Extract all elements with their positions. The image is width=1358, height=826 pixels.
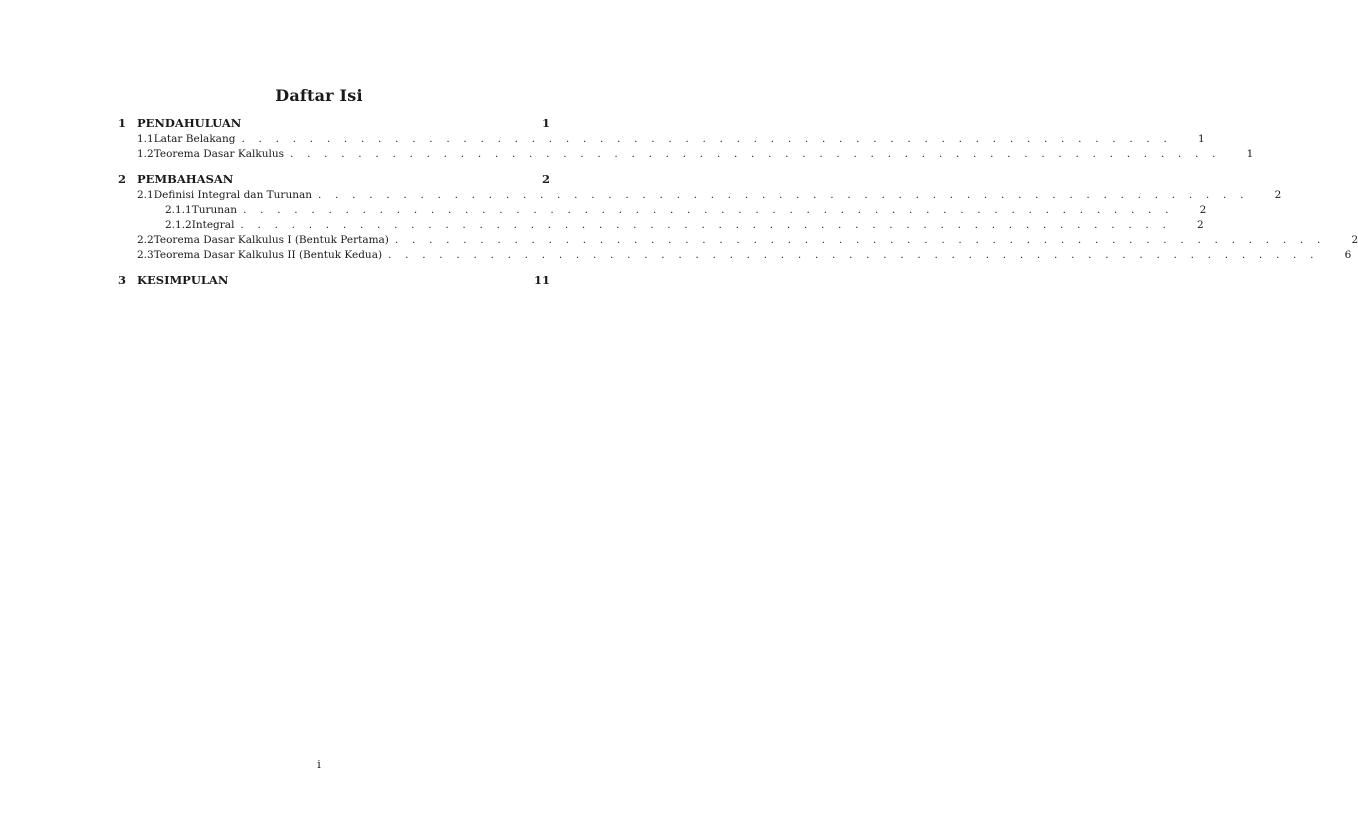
dot-leader: . . . . . . . . . . . . . . . . . . . . . . . . . . . . . . . . . . . . . . . . . . . . . . . . . . . . . . .	[240, 219, 1172, 231]
table-of-contents	[118, 116, 1358, 290]
entry-title: Turunan	[191, 204, 238, 216]
chapter-number: 2	[118, 172, 127, 186]
entry-number: 2.1.2	[165, 219, 192, 231]
entry-number: 1.1	[137, 133, 154, 145]
entry-title: Latar Belakang	[153, 133, 236, 145]
toc-chapter[interactable]	[118, 172, 550, 189]
toc-entry[interactable]	[118, 204, 1207, 219]
toc-chapter[interactable]	[118, 116, 550, 133]
chapter-page: 2	[541, 172, 550, 186]
toc-entry[interactable]	[118, 234, 1358, 249]
entry-number: 2.1.1	[165, 204, 192, 216]
dot-leader: . . . . . . . . . . . . . . . . . . . . . . . . . . . . . . . . . . . . . . . . . . . . . . . . . . . . . . .	[394, 234, 1326, 246]
entry-number: 2.2	[137, 234, 154, 246]
dot-leader: . . . . . . . . . . . . . . . . . . . . . . . . . . . . . . . . . . . . . . . . . . . . . . . . . . . . . . .	[388, 249, 1319, 261]
toc-chapter[interactable]	[118, 273, 550, 290]
chapter-title: PEMBAHASAN	[137, 172, 234, 186]
chapter-number: 1	[118, 116, 127, 130]
entry-page: 2	[1199, 204, 1207, 216]
entry-title: Integral	[191, 219, 235, 231]
entry-title: Teorema Dasar Kalkulus I (Bentuk Pertama)	[153, 234, 389, 246]
entry-number: 2.3	[137, 249, 154, 261]
toc-entry[interactable]	[118, 189, 1282, 204]
entry-page: 6	[1344, 249, 1352, 261]
entry-title: Teorema Dasar Kalkulus II (Bentuk Kedua)	[153, 249, 383, 261]
toc-entry[interactable]	[118, 148, 1254, 163]
entry-page: 2	[1197, 219, 1204, 231]
page-title: Daftar Isi	[275, 86, 363, 105]
dot-leader: . . . . . . . . . . . . . . . . . . . . . . . . . . . . . . . . . . . . . . . . . . . . . . . . . . . . . . .	[243, 204, 1174, 216]
entry-number: 2.1	[137, 189, 154, 201]
entry-number: 1.2	[137, 148, 154, 160]
entry-page: 2	[1274, 189, 1282, 201]
entry-title: Definisi Integral dan Turunan	[153, 189, 312, 201]
chapter-page: 11	[533, 273, 550, 287]
chapter-title: KESIMPULAN	[137, 273, 229, 287]
chapter-page: 1	[541, 116, 550, 130]
toc-entry[interactable]	[118, 249, 1352, 264]
dot-leader: . . . . . . . . . . . . . . . . . . . . . . . . . . . . . . . . . . . . . . . . . . . . . . . . . . . . . . .	[290, 148, 1221, 160]
dot-leader: . . . . . . . . . . . . . . . . . . . . . . . . . . . . . . . . . . . . . . . . . . . . . . . . . . . . . . .	[318, 189, 1249, 201]
entry-title: Teorema Dasar Kalkulus	[153, 148, 284, 160]
page-number: i	[317, 758, 321, 771]
dot-leader: . . . . . . . . . . . . . . . . . . . . . . . . . . . . . . . . . . . . . . . . . . . . . . . . . . . . . . .	[241, 133, 1173, 145]
entry-page: 2	[1351, 234, 1358, 246]
chapter-title: PENDAHULUAN	[137, 116, 242, 130]
entry-page: 1	[1246, 148, 1254, 160]
chapter-number: 3	[118, 273, 127, 287]
toc-entry[interactable]	[118, 219, 1204, 234]
toc-entry[interactable]	[118, 133, 1205, 148]
entry-page: 1	[1198, 133, 1205, 145]
